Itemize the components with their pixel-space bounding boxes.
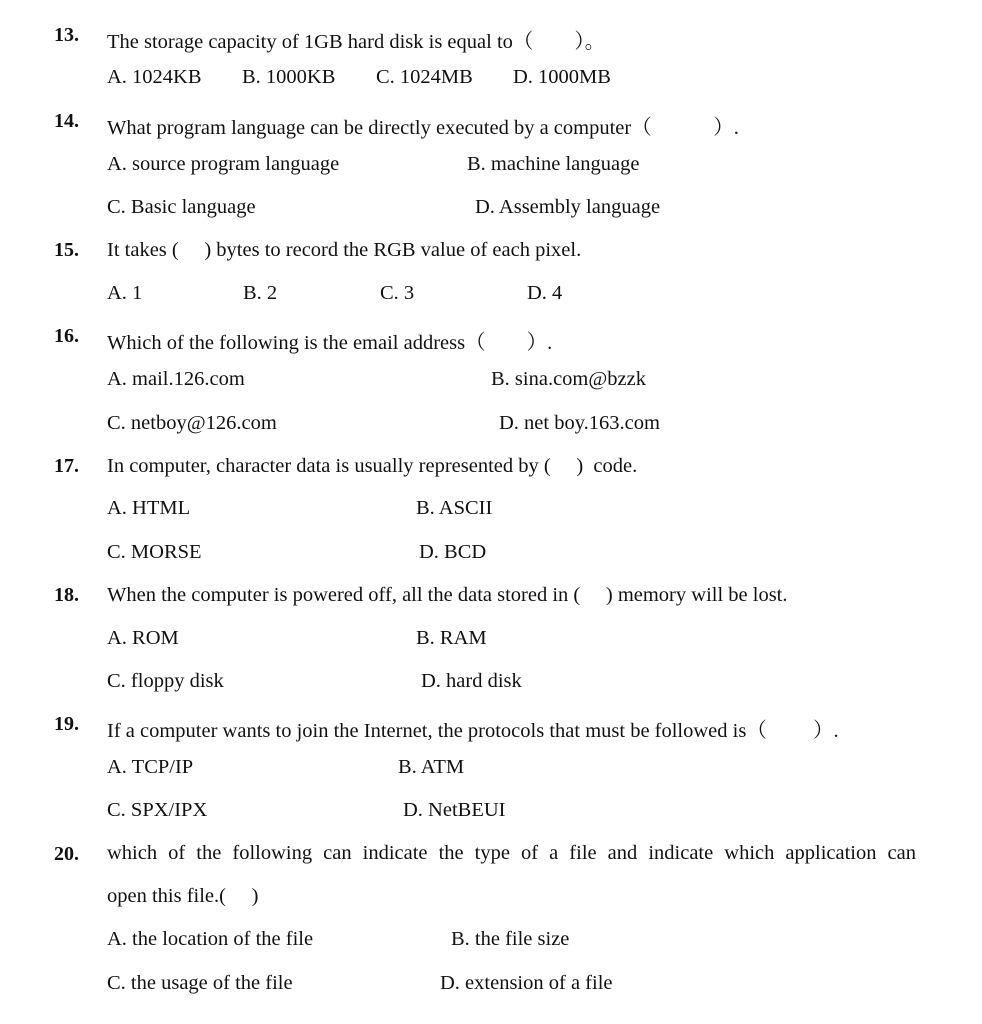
option-a: A. 1024KB <box>107 66 202 88</box>
question-stem: The storage capacity of 1GB hard disk is equal to（ ）。 <box>107 31 606 53</box>
option-c: C. the usage of the file <box>107 972 293 994</box>
question-stem: If a computer wants to join the Internet, the protocols that must be followed is（ ）. <box>107 720 839 742</box>
option-b: B. 1000KB <box>242 66 336 88</box>
question-stem-line-2: open this file.( ) <box>107 885 259 907</box>
option-a: A. 1 <box>107 282 143 304</box>
question-stem: When the computer is powered off, all the data stored in ( ) memory will be lost. <box>107 584 788 606</box>
option-d: D. NetBEUI <box>403 799 506 821</box>
option-a: A. source program language <box>107 153 340 175</box>
option-d: D. BCD <box>419 541 487 563</box>
option-c: C. 3 <box>380 282 415 304</box>
option-c: C. SPX/IPX <box>107 799 208 821</box>
option-c: C. MORSE <box>107 541 202 563</box>
option-c: C. Basic language <box>107 196 256 218</box>
option-c: C. netboy@126.com <box>107 412 277 434</box>
option-a: A. the location of the file <box>107 928 314 950</box>
question-stem: It takes ( ) bytes to record the RGB value of each pixel. <box>107 239 582 261</box>
question-stem: which of the following can indicate the type of a file and indicate which application can <box>107 842 916 864</box>
option-a: A. mail.126.com <box>107 368 245 390</box>
question-number: 17. <box>54 455 79 477</box>
option-a: A. HTML <box>107 497 191 519</box>
question-number: 16. <box>54 325 79 347</box>
question-number: 13. <box>54 24 79 46</box>
question-number: 14. <box>54 110 79 132</box>
option-d: D. 1000MB <box>513 66 611 88</box>
question-stem: Which of the following is the email address（ ）. <box>107 332 553 354</box>
question-stem: What program language can be directly executed by a computer（ ）. <box>107 117 739 139</box>
question-number: 18. <box>54 584 79 606</box>
option-b: B. ASCII <box>416 497 493 519</box>
option-d: D. hard disk <box>421 670 522 692</box>
option-d: D. 4 <box>527 282 563 304</box>
option-d: D. extension of a file <box>440 972 613 994</box>
option-a: A. TCP/IP <box>107 756 194 778</box>
question-number: 15. <box>54 239 79 261</box>
option-b: B. 2 <box>243 282 278 304</box>
option-b: B. RAM <box>416 627 487 649</box>
option-b: B. ATM <box>398 756 465 778</box>
question-stem: In computer, character data is usually represented by ( ) code. <box>107 455 638 477</box>
option-b: B. sina.com@bzzk <box>491 368 646 390</box>
option-d: D. net boy.163.com <box>499 412 660 434</box>
option-b: B. machine language <box>467 153 640 175</box>
option-b: B. the file size <box>451 928 570 950</box>
option-c: C. 1024MB <box>376 66 473 88</box>
question-number: 19. <box>54 713 79 735</box>
option-a: A. ROM <box>107 627 179 649</box>
option-c: C. floppy disk <box>107 670 224 692</box>
question-number: 20. <box>54 843 79 865</box>
option-d: D. Assembly language <box>475 196 661 218</box>
